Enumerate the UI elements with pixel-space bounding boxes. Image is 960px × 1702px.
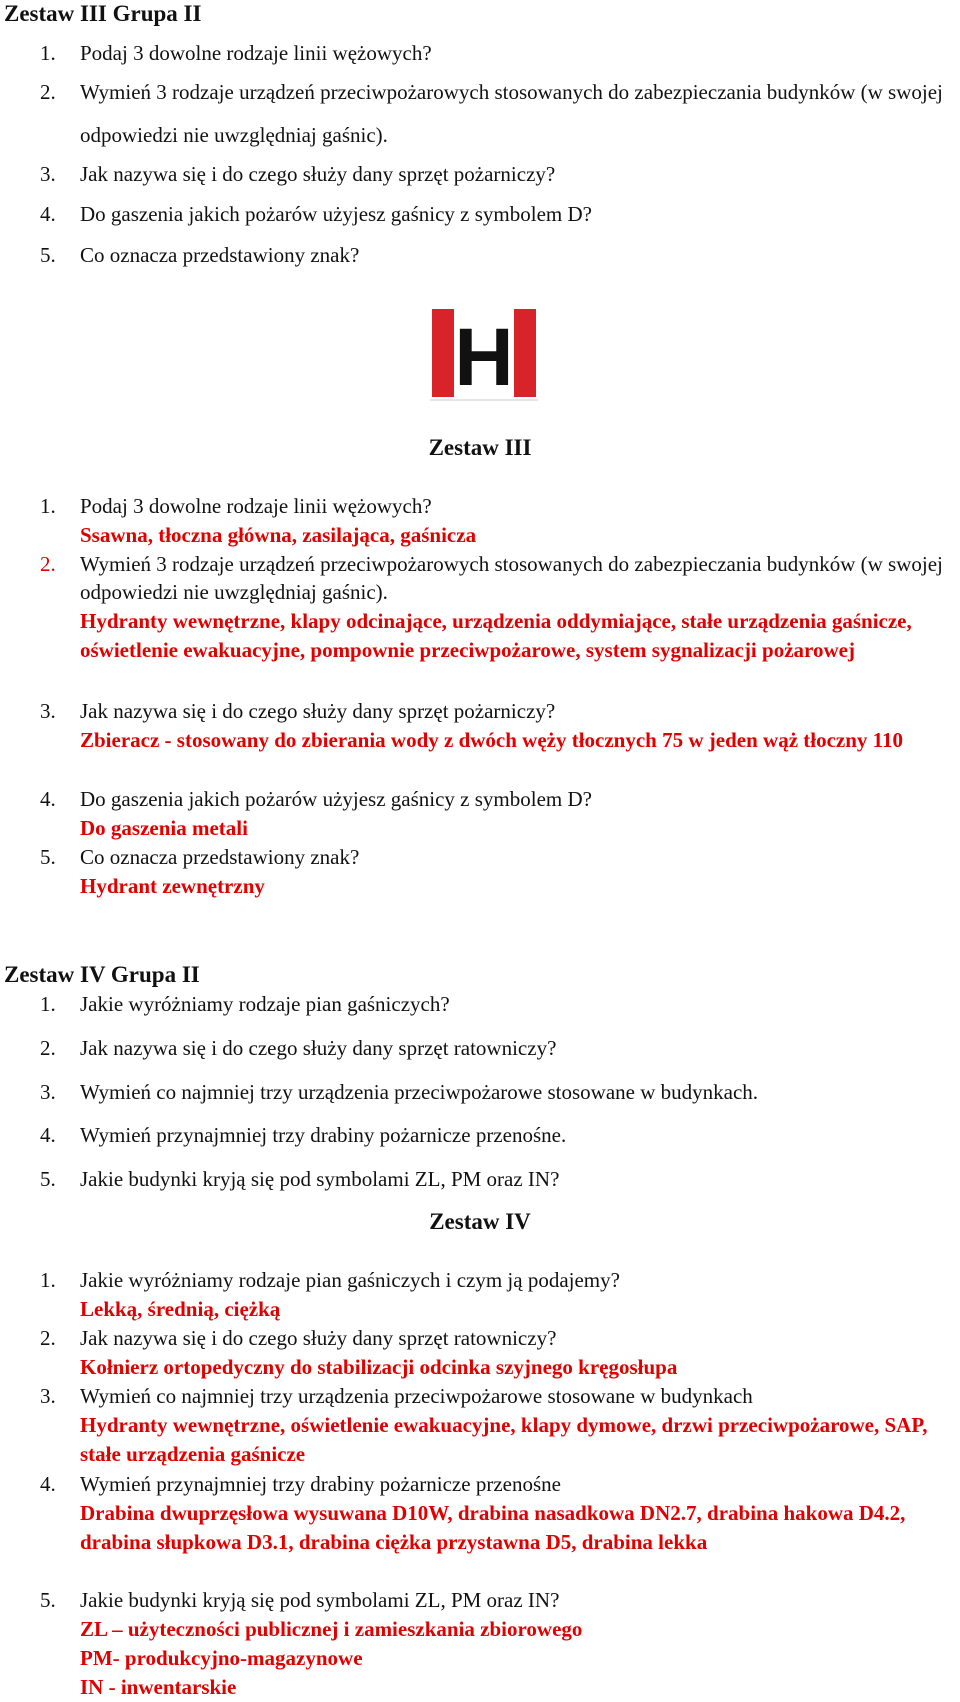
set4-answer-4: Drabina dwuprzęsłowa wysuwana D10W, drabina nasadkowa DN2.7, drabina hakowa D4.2, drabina słupkowa D3.1, drabina ciężka przystawna D5, drabina lekka [80,1501,906,1554]
set3-answer-4: Do gaszenia metali [80,816,248,840]
set4-answers-heading: Zestaw IV [429,1209,531,1234]
set4-answer-5-line-2: PM- produkcyjno-magazynowe [80,1646,363,1670]
set4-answer-5-line-3: IN - inwentarskie [80,1675,237,1699]
set3-answers-heading: Zestaw III [428,435,532,460]
set4-group-heading: Zestaw IV Grupa II [4,962,200,987]
set4-answer-3: Hydranty wewnętrzne, oświetlenie ewakuacyjne, klapy dymowe, drzwi przeciwpożarowe, SAP, stałe urządzenia gaśnicze [80,1413,928,1466]
hydrant-sign-icon [430,307,538,402]
set3-answer-3: Zbieracz - stosowany do zbierania wody z dwóch węży tłocznych 75 w jeden wąż tłoczny 110 [80,728,903,752]
svg-text:H: H [454,312,514,402]
set4-answer-2: Kołnierz ortopedyczny do stabilizacji odcinka szyjnego kręgosłupa [80,1355,678,1379]
set4-answer-1: Lekką, średnią, ciężką [80,1297,281,1321]
set3-answer-5: Hydrant zewnętrzny [80,874,265,898]
set4-answer-5-line-1: ZL – użyteczności publicznej i zamieszkania zbiorowego [80,1617,583,1641]
set3-answer-2: Hydranty wewnętrzne, klapy odcinające, urządzenia oddymiające, stałe urządzenia gaśnicze, oświetlenie ewakuacyjne, pompownie przeciwpożarowe, system sygnalizacji pożarowej [80,609,912,662]
set3-group-heading: Zestaw III Grupa II [4,1,202,26]
set3-answer-1: Ssawna, tłoczna główna, zasilająca, gaśnicza [80,523,477,547]
